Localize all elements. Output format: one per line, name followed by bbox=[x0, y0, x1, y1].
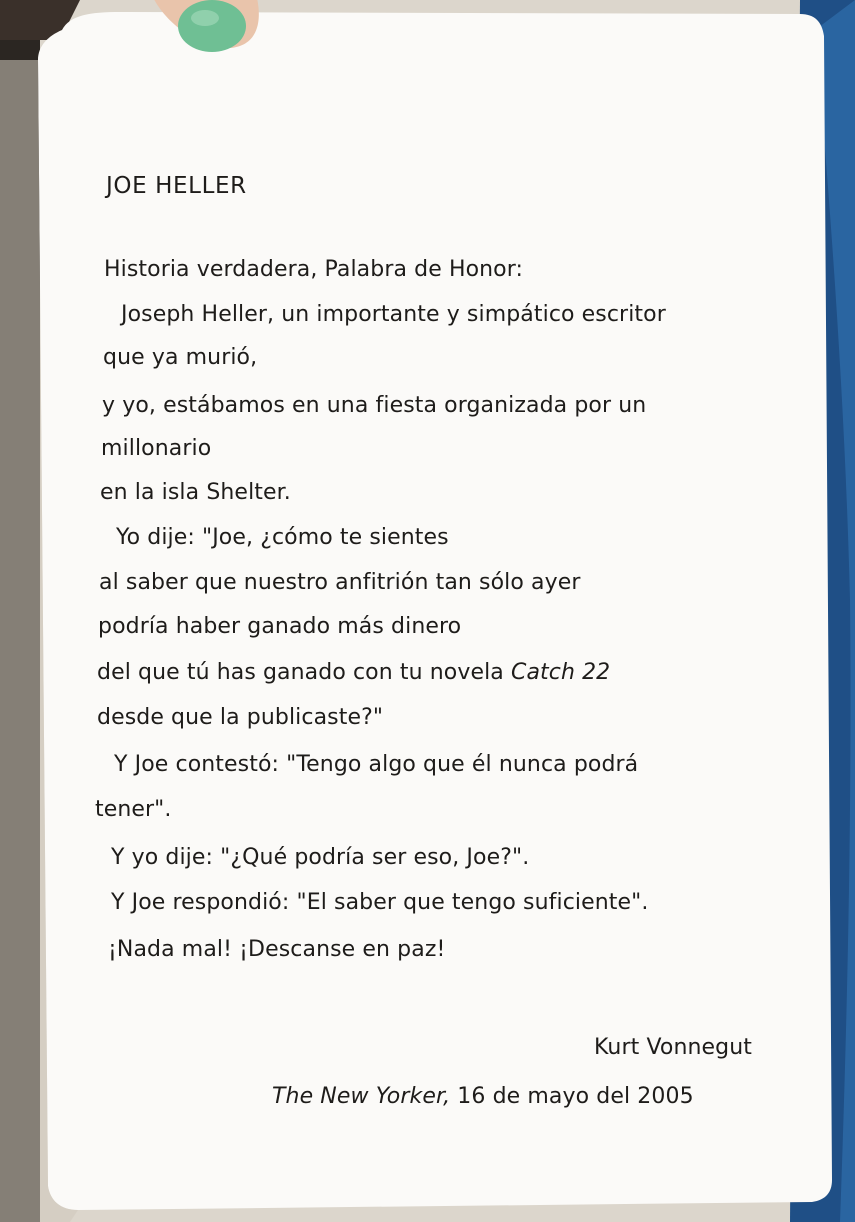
poem-line: Y Joe respondió: "El saber que tengo suficiente". bbox=[111, 890, 649, 915]
poem-line: Y yo dije: "¿Qué podría ser eso, Joe?". bbox=[111, 845, 530, 870]
author-signature: Kurt Vonnegut bbox=[594, 1035, 752, 1060]
poem-line: que ya murió, bbox=[103, 345, 258, 370]
poem-line bbox=[97, 660, 610, 685]
poem-line: millonario bbox=[101, 436, 212, 461]
poem-line: al saber que nuestro anfitrión tan sólo ayer bbox=[99, 570, 581, 595]
poem-line: desde que la publicaste?" bbox=[97, 705, 384, 730]
poem-line: podría haber ganado más dinero bbox=[98, 614, 462, 639]
poem-line: Historia verdadera, Palabra de Honor: bbox=[104, 257, 524, 282]
publication-name: The New Yorker, bbox=[272, 1084, 451, 1109]
poem-line: Yo dije: "Joe, ¿cómo te sientes bbox=[116, 525, 449, 550]
publication-date: 16 de mayo del 2005 bbox=[450, 1084, 694, 1109]
poem-line: Joseph Heller, un importante y simpático escritor bbox=[121, 302, 666, 327]
page-title: JOE HELLER bbox=[106, 173, 247, 199]
poem-line: en la isla Shelter. bbox=[100, 480, 291, 505]
poem-line: Y Joe contestó: "Tengo algo que él nunca podrá bbox=[114, 752, 639, 777]
publication-line bbox=[272, 1084, 694, 1109]
novel-title: Catch 22 bbox=[510, 660, 611, 685]
poem-line-text: del que tú has ganado con tu novela bbox=[97, 660, 511, 685]
poem-line: tener". bbox=[95, 797, 172, 822]
poem-line: ¡Nada mal! ¡Descanse en paz! bbox=[108, 937, 446, 962]
poem-line: y yo, estábamos en una fiesta organizada por un bbox=[102, 393, 647, 418]
